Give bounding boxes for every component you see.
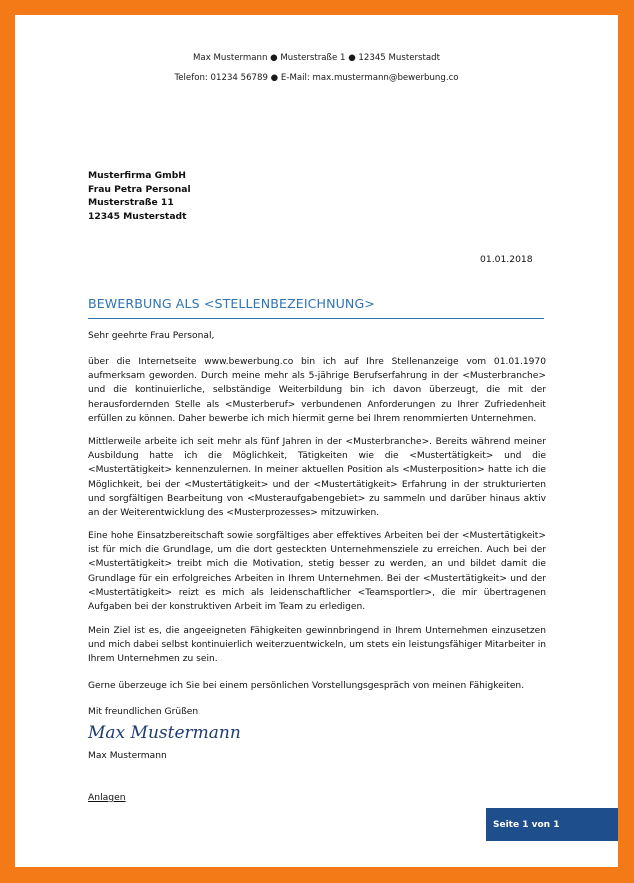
- body-paragraph-3: Eine hohe Einsatzbereitschaft sowie sorgfältiges aber effektives Arbeiten bei der <Mustertätigkeit> ist für mich die Grundlage, um die dort gesteckten Unternehmensziele zu erreichen. Auch bei der <Mustertätigkeit> treibt mich die Motivation, stetig besser zu werden, an und bildet damit die Grundlage für ein erfolgreiches Arbeiten in Ihrem Unternehmen. Bei der <Mustertätigkeit> und der <Mustertätigkeit> reizt es mich als leidenschaftlicher <Teamsportler>, die mir übertragenen Aufgaben bei der konstruktiven Arbeit im Team zu erledigen.: [88, 531, 546, 613]
- recipient-city: 12345 Musterstadt: [88, 210, 187, 222]
- subject-divider: [88, 318, 544, 319]
- closing: Mit freundlichen Grüßen: [88, 707, 199, 717]
- sender-line: Max Mustermann ● Musterstraße 1 ● 12345 Musterstadt: [193, 53, 440, 63]
- body-paragraph-2: Mittlerweile arbeite ich seit mehr als fünf Jahren in der <Musterbranche>. Bereits während meiner Ausbildung hatte ich die Möglichkeit, Tätigkeiten wie die <Mustertätigkeit> und die <Mustertätigkeit> kennenzulernen. In meiner aktuellen Position als <Musterposition> hatte ich die Möglichkeit, bei der <Mustertätigkeit> und der <Mustertätigkeit> Erfahrung in der strukturierten und sorgfältigen Bearbeitung von <Musteraufgabengebiet> zu sammeln und darüber hinaus aktiv an der Weiterentwicklung des <Musterprozesses> mitzuwirken.: [88, 437, 546, 519]
- page-number-label: Seite 1 von 1: [493, 819, 560, 830]
- letter-date: 01.01.2018: [480, 254, 533, 265]
- page-number-badge: [486, 808, 618, 841]
- body-paragraph-5: Gerne überzeuge ich Sie bei einem persönlichen Vorstellungsgespräch von meinen Fähigkeiten.: [88, 681, 525, 691]
- contact-line: Telefon: 01234 56789 ● E-Mail: max.mustermann@bewerbung.co: [174, 73, 459, 83]
- signature-name: Max Mustermann: [88, 751, 167, 761]
- attachments-link[interactable]: Anlagen: [88, 792, 126, 803]
- salutation: Sehr geehrte Frau Personal,: [88, 331, 215, 341]
- handwritten-signature: Max Mustermann: [88, 723, 241, 743]
- recipient-street: Musterstraße 11: [88, 197, 174, 209]
- body-paragraph-1: über die Internetseite www.bewerbung.co bin ich auf Ihre Stellenanzeige vom 01.01.1970 aufmerksam geworden. Durch meine mehr als 5-jährige Berufserfahrung in der <Musterbranche> und die kontinuierliche, selbständige Weiterbildung bin ich davon überzeugt, die mit der herausfordernden Stelle als <Musterberuf> verbundenen Anforderungen zu Ihrer Zufriedenheit erfüllen zu können. Daher bewerbe ich mich hiermit gerne bei Ihrem renommierten Unternehmen.: [88, 357, 546, 424]
- recipient-person: Frau Petra Personal: [88, 183, 191, 195]
- subject-heading: BEWERBUNG ALS <STELLENBEZEICHNUNG>: [88, 296, 375, 311]
- recipient-company: Musterfirma GmbH: [88, 170, 186, 181]
- recipient-address: [88, 169, 191, 223]
- letter-page: [15, 15, 618, 867]
- body-paragraph-4: Mein Ziel ist es, die angeeigneten Fähigkeiten gewinnbringend in Ihrem Unternehmen einzusetzen und mich dabei selbst kontinuierlich weiterzuentwickeln, um stets ein leistungsfähiger Mitarbeiter in Ihrem Unternehmen zu sein.: [88, 626, 546, 665]
